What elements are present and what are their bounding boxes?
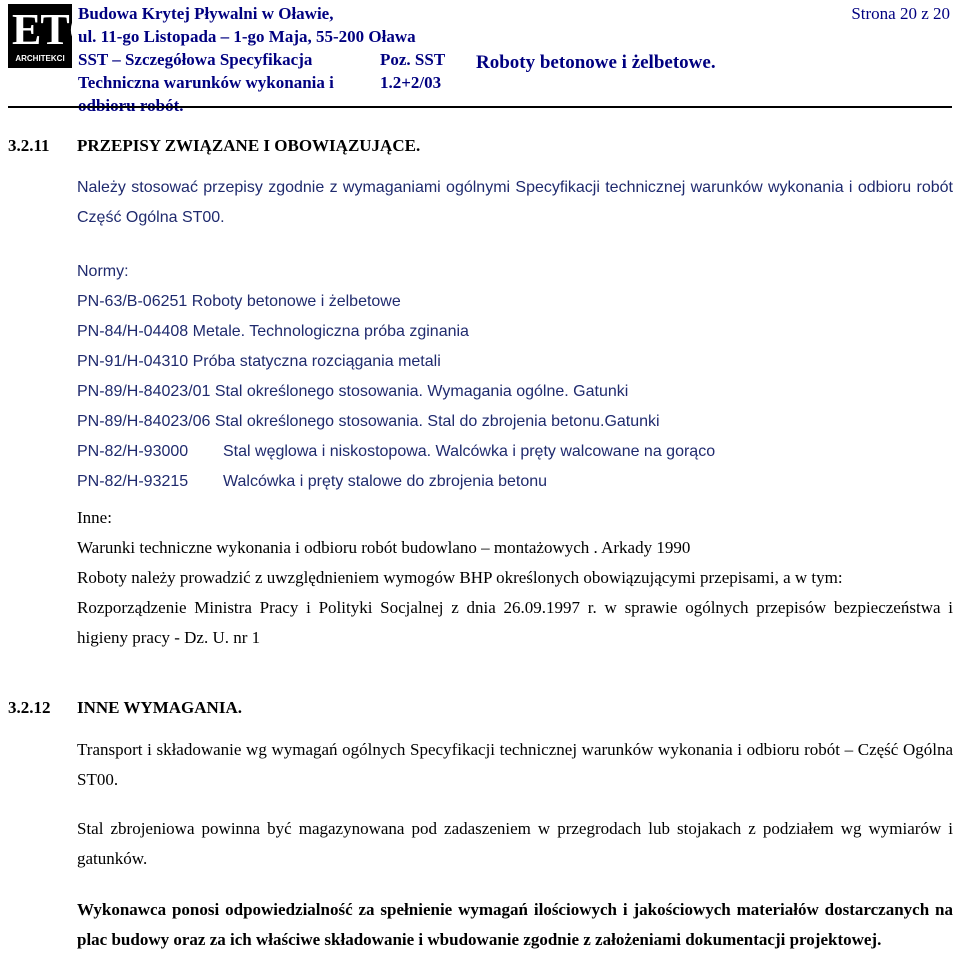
page-header <box>8 0 952 115</box>
standards-label: Normy: <box>77 263 129 280</box>
standards-list <box>77 257 953 497</box>
page-number: Strona 20 z 20 <box>851 4 950 23</box>
requirements-paragraph-3: Wykonawca ponosi odpowiedzialność za spełnienie wymagań ilościowych i jakościowych materiałów dostarczanych na plac budowy oraz za ich właściwe składowanie i wbudowanie zgodnie z założeniami dokumentacji projektowej. <box>77 900 953 949</box>
standard-item: PN-89/H-84023/01 Stal określonego stosowania. Wymagania ogólne. Gatunki <box>77 383 629 400</box>
company-logo <box>8 4 100 68</box>
other-label: Inne: <box>77 508 112 527</box>
other-item: Roboty należy prowadzić z uwzględnieniem wymogów BHP określonych obowiązującymi przepisami, a w tym: <box>77 568 843 587</box>
standard-item: PN-63/B-06251 Roboty betonowe i żelbetowe <box>77 293 401 310</box>
standard-item-tabbed <box>77 467 953 497</box>
requirements-paragraph-1: Transport i składowanie wg wymagań ogólnych Specyfikacji technicznej warunków wykonania i odbioru robót – Część Ogólna ST00. <box>77 740 953 789</box>
spec-line-3: odbioru robót. <box>78 96 184 115</box>
intro-paragraph: Należy stosować przepisy zgodnie z wymaganiami ogólnymi Specyfikacji technicznej warunków wykonania i odbioru robót Część Ogólna ST00. <box>77 179 953 226</box>
other-item: Rozporządzenie Ministra Pracy i Polityki Socjalnej z dnia 26.09.1997 r. w sprawie ogólnych przepisów bezpieczeństwa i higieny pracy - Dz. U. nr 1 <box>77 598 953 647</box>
section-3-2-12-heading <box>8 698 242 718</box>
standard-item: PN-84/H-04408 Metale. Technologiczna próba zginania <box>77 323 469 340</box>
standard-item: PN-91/H-04310 Próba statyczna rozciągania metali <box>77 353 441 370</box>
logo-subtitle: ARCHITEKCI <box>15 54 65 63</box>
position-number: 1.2+2/03 <box>380 73 442 92</box>
standard-code: PN-82/H-93000 <box>77 443 189 460</box>
section-number: 3.2.12 <box>8 698 51 717</box>
section-title: PRZEPISY ZWIĄZANE I OBOWIĄZUJĄCE. <box>77 136 421 155</box>
logo-letters: ETC <box>12 5 100 54</box>
header-section-name: Roboty betonowe i żelbetowe. <box>476 52 716 73</box>
spec-line-2: Techniczna warunków wykonania i <box>78 73 334 92</box>
project-address: ul. 11-go Listopada – 1-go Maja, 55-200 Oława <box>78 27 416 46</box>
requirements-paragraph-2: Stal zbrojeniowa powinna być magazynowana pod zadaszeniem w przegrodach lub stojakach z podziałem wg wymiarów i gatunków. <box>77 819 953 868</box>
other-regulations <box>77 503 953 653</box>
standard-item-tabbed <box>77 437 953 467</box>
standard-text: Stal węglowa i niskostopowa. Walcówka i pręty walcowane na gorąco <box>223 443 716 460</box>
standard-item: PN-89/H-84023/06 Stal określonego stosowania. Stal do zbrojenia betonu.Gatunki <box>77 413 660 430</box>
spec-line-1: SST – Szczegółowa Specyfikacja <box>78 50 313 69</box>
section-3-2-11-heading <box>8 136 420 156</box>
header-divider <box>8 106 952 108</box>
other-item: Warunki techniczne wykonania i odbioru robót budowlano – montażowych . Arkady 1990 <box>77 538 691 557</box>
header-position <box>380 48 470 94</box>
section-number: 3.2.11 <box>8 136 50 155</box>
standard-code: PN-82/H-93215 <box>77 473 189 490</box>
position-label: Poz. SST <box>380 50 446 69</box>
standard-text: Walcówka i pręty stalowe do zbrojenia betonu <box>223 473 548 490</box>
section-title: INNE WYMAGANIA. <box>77 698 242 717</box>
project-title: Budowa Krytej Pływalni w Oławie, <box>78 4 334 23</box>
